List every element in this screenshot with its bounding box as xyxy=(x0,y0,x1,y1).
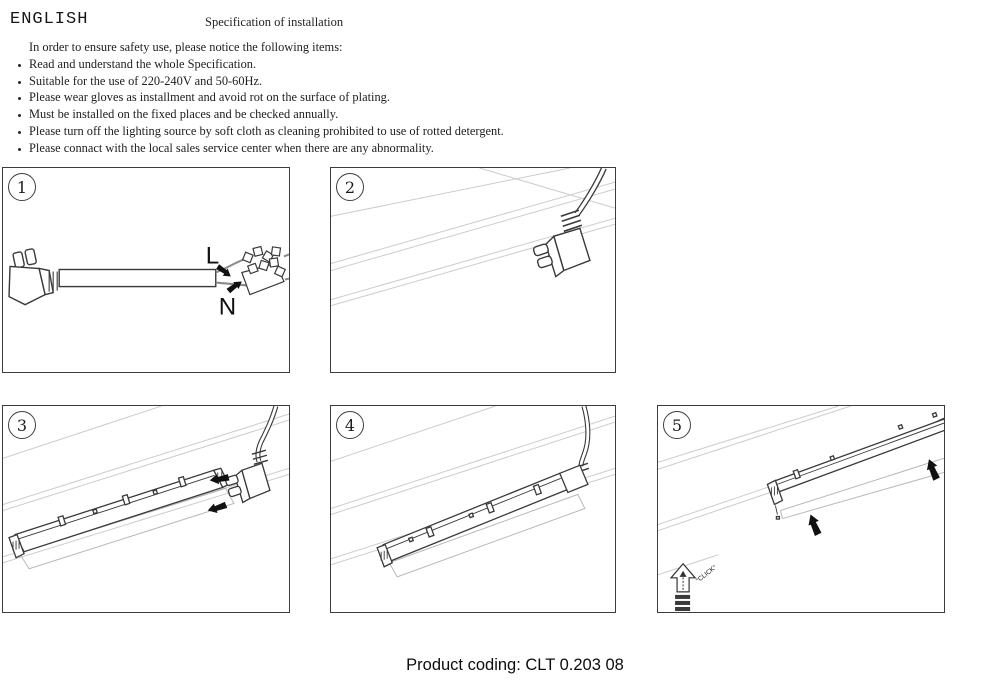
step-4-figure xyxy=(331,406,615,612)
arrow-up-icon xyxy=(924,457,942,481)
safety-item-text: Please wear gloves as installment and avoid rot on the surface of plating. xyxy=(29,90,390,105)
bullet-dot-icon xyxy=(18,114,21,117)
light-fixture xyxy=(767,413,944,519)
bullet-dot-icon xyxy=(18,64,21,67)
power-cable xyxy=(577,168,604,214)
language-heading: ENGLISH xyxy=(10,10,89,29)
cable-tube xyxy=(59,269,216,286)
safety-notice-list xyxy=(16,39,504,157)
safety-item xyxy=(16,123,504,140)
page-title: Specification of installation xyxy=(205,15,344,29)
safety-item-text: Please connact with the local sales service center when there are any abnormality. xyxy=(29,140,434,155)
power-plug-icon xyxy=(9,249,57,305)
step-number-badge: 4 xyxy=(336,411,364,439)
step-5-figure xyxy=(658,406,944,612)
step-number-badge: 5 xyxy=(663,411,691,439)
light-fixture xyxy=(377,473,568,566)
step-number-badge: 2 xyxy=(336,173,364,201)
click-label: "CLICK" xyxy=(695,564,719,585)
product-coding: Product coding: CLT 0.203 08 xyxy=(406,656,624,674)
safety-item xyxy=(16,73,504,90)
bullet-dot-icon xyxy=(18,131,21,134)
arrow-up-icon xyxy=(805,513,823,537)
light-fixture xyxy=(9,468,229,557)
step-panel-1 xyxy=(2,167,290,373)
arrow-up-right-icon xyxy=(225,278,244,295)
step-panel-5 xyxy=(657,405,945,613)
live-wire-label: L xyxy=(205,242,220,270)
connector-plug-icon xyxy=(533,210,590,276)
safety-item xyxy=(16,56,504,73)
step-2-figure xyxy=(331,168,615,372)
bullet-dot-icon xyxy=(18,97,21,100)
safety-intro: In order to ensure safety use, please notice the following items: xyxy=(29,40,343,54)
safety-item xyxy=(16,140,504,157)
safety-item-text: Read and understand the whole Specification. xyxy=(29,56,257,71)
safety-item-text: Please turn off the lighting source by soft cloth as cleaning prohibited to use of rotted detergent. xyxy=(29,123,504,138)
safety-item-text: Suitable for the use of 220-240V and 50-60Hz. xyxy=(29,73,263,88)
neutral-wire-label: N xyxy=(218,293,237,321)
safety-item-text: Must be installed on the fixed places and be checked annually. xyxy=(29,107,339,122)
safety-item xyxy=(16,89,504,106)
step-number-badge: 3 xyxy=(8,411,36,439)
step-panel-2 xyxy=(330,167,616,373)
power-cable xyxy=(581,406,588,466)
step-number-badge: 1 xyxy=(8,173,36,201)
arrow-left-icon xyxy=(206,500,228,515)
safety-item xyxy=(16,106,504,123)
bullet-dot-icon xyxy=(18,148,21,151)
step-3-figure xyxy=(3,406,289,612)
click-indicator-icon xyxy=(671,564,695,611)
open-diffuser-lines xyxy=(780,458,944,518)
step-panel-4 xyxy=(330,405,616,613)
connector-plug-icon xyxy=(225,450,270,502)
power-cable xyxy=(258,406,276,461)
step-panel-3 xyxy=(2,405,290,613)
bullet-dot-icon xyxy=(18,81,21,84)
step-1-figure xyxy=(3,168,289,372)
terminal-block-icon xyxy=(242,247,285,295)
